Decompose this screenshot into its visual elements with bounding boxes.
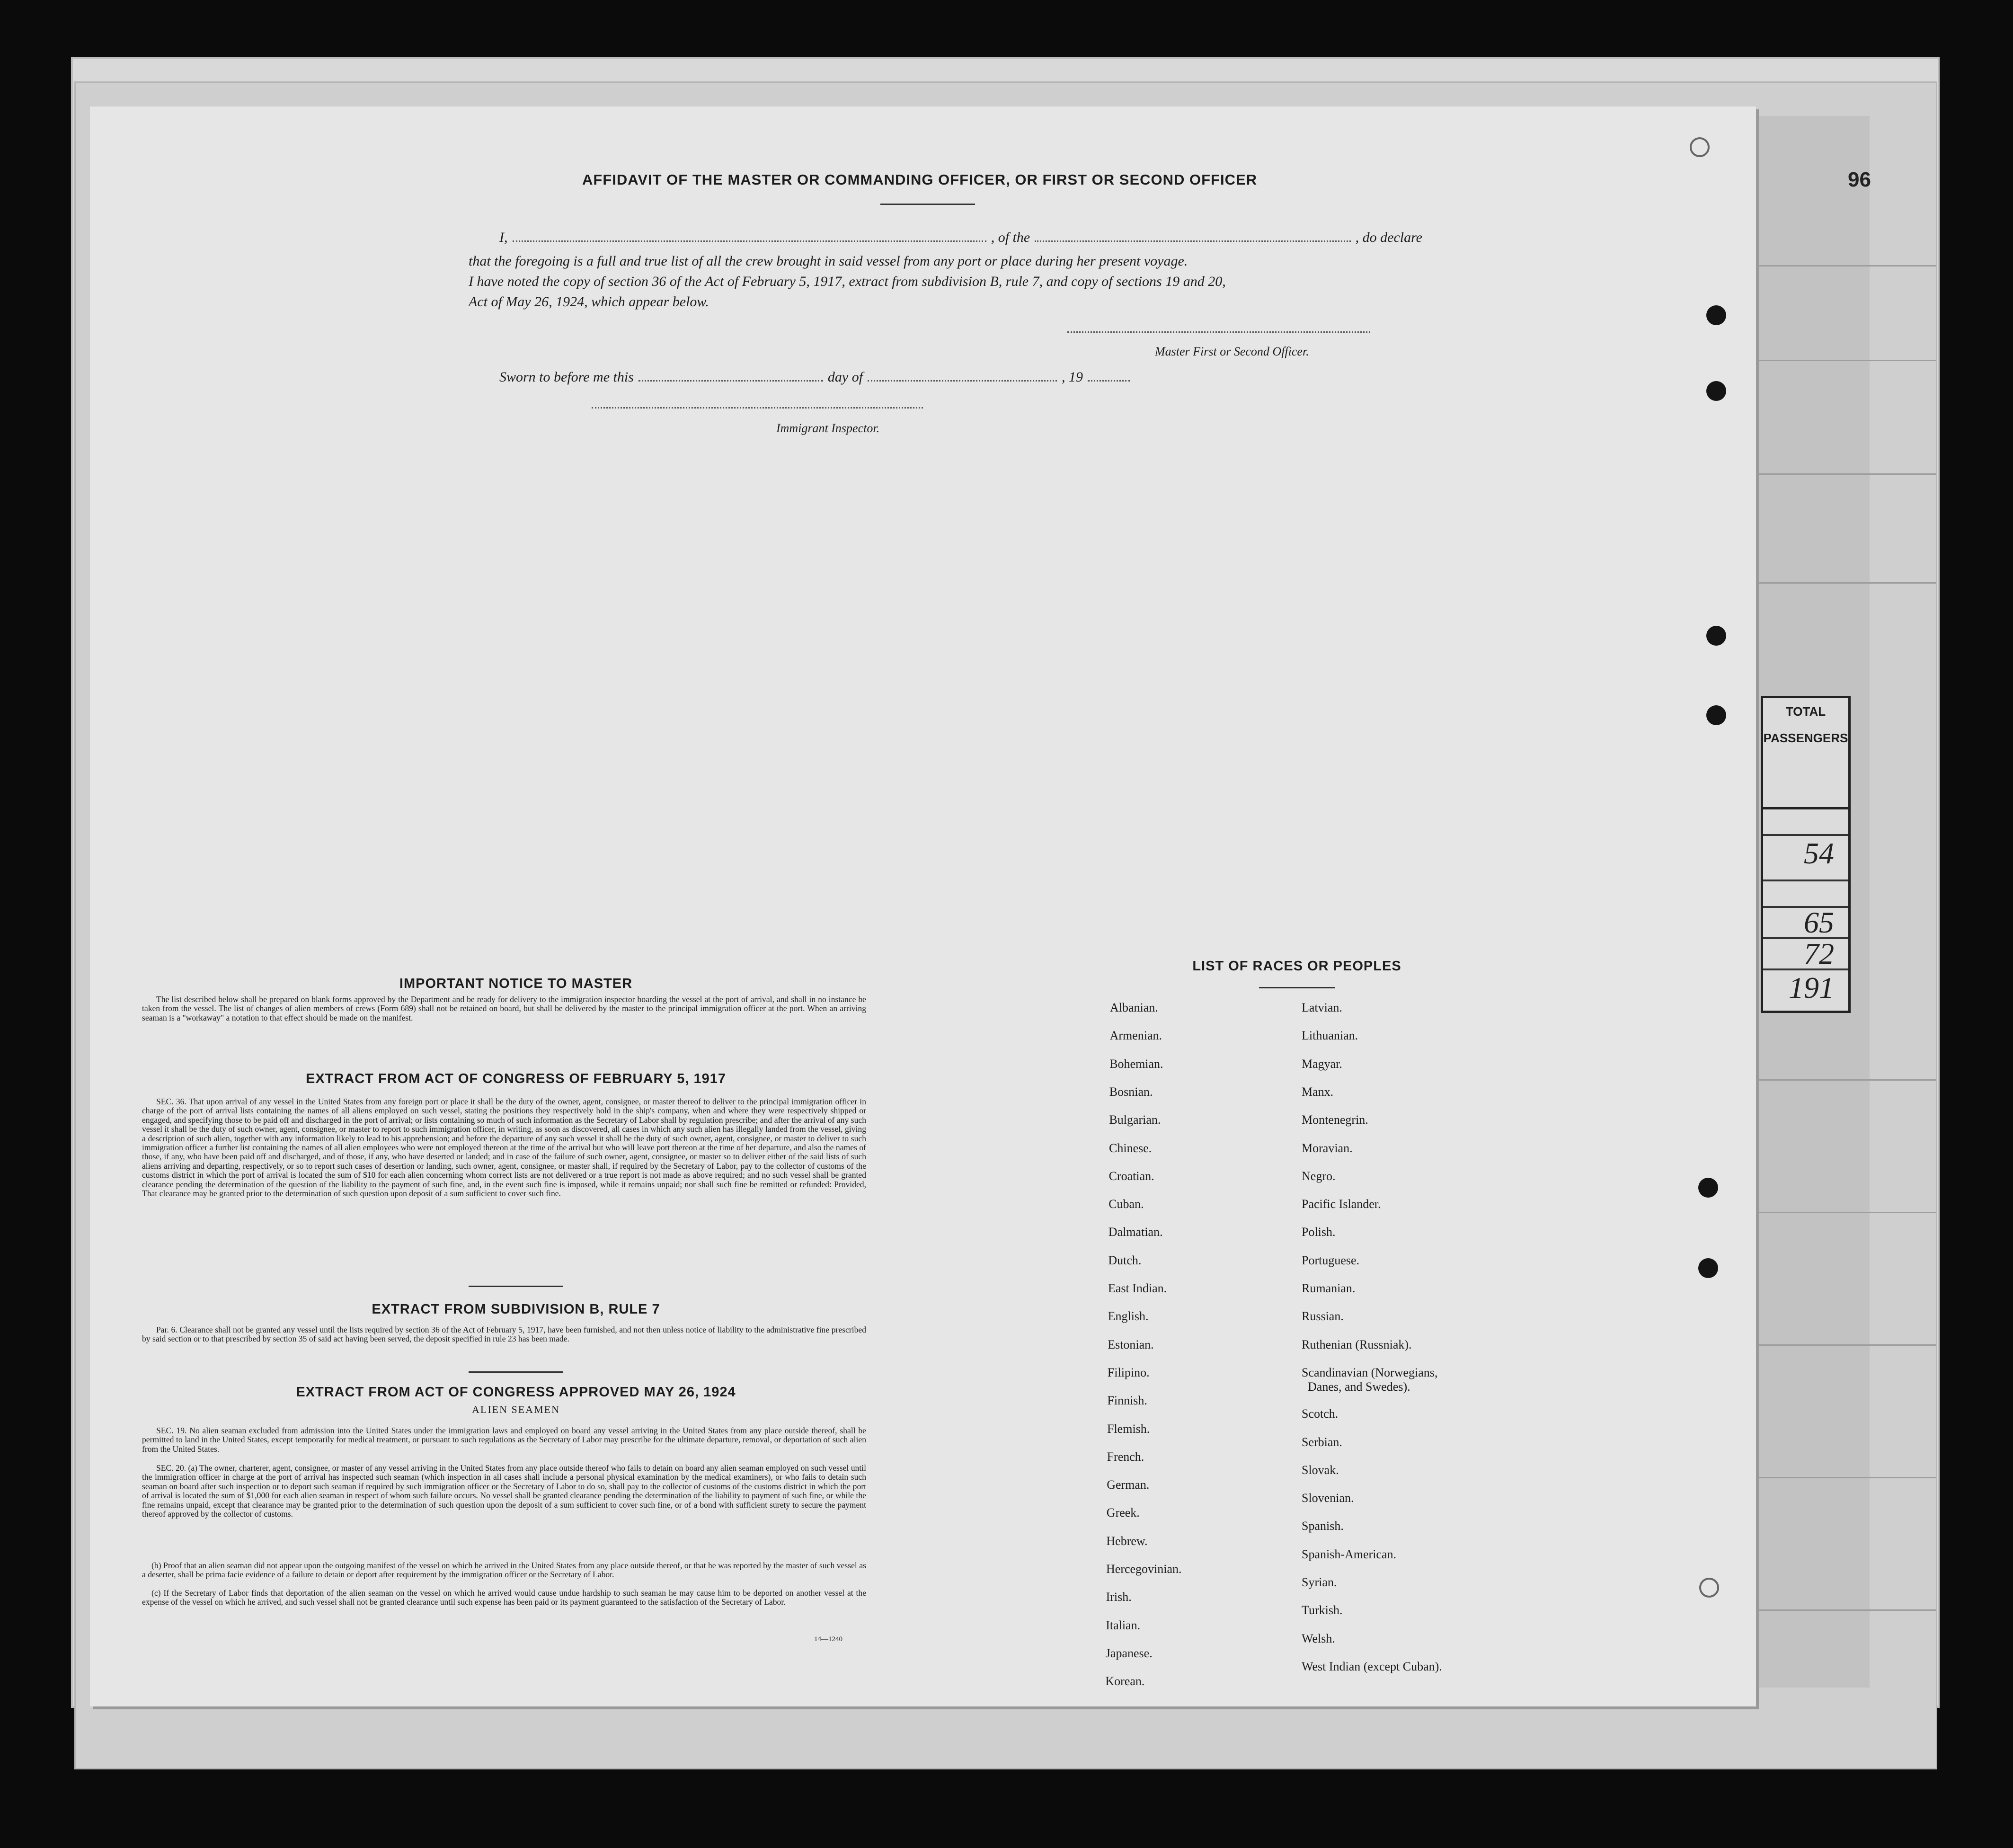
race-item: Chinese. [1109, 1141, 1152, 1155]
race-item: Flemish. [1107, 1422, 1150, 1436]
race-item: Filipino. [1107, 1365, 1150, 1379]
race-item: Japanese. [1105, 1646, 1153, 1660]
rule-7-heading: EXTRACT FROM SUBDIVISION B, RULE 7 [372, 1302, 660, 1317]
race-item: Bulgarian. [1109, 1113, 1161, 1127]
race-item: Italian. [1106, 1618, 1141, 1632]
race-item: Negro. [1302, 1169, 1336, 1183]
passenger-count: 191 [1789, 971, 1834, 1004]
race-item: Turkish. [1302, 1603, 1343, 1617]
race-item: Slovenian. [1302, 1491, 1354, 1505]
race-item: Hercegovinian. [1106, 1562, 1182, 1576]
affidavit-declaration: that the foregoing is a full and true list of all the crew brought in said vessel from any port or place during her present voyage. I have noted the copy of section 36 of the Act of February 5, 1917, extract from subdivision B, rule 7, and copy of sections 19 and 20, Act of May 26, 1924, which appear below. [469, 253, 1226, 310]
race-item: Dalmatian. [1108, 1225, 1163, 1239]
race-item: Latvian. [1302, 1001, 1342, 1014]
section-20a-text: SEC. 20. (a) The owner, charterer, agent, consignee, or master of any vessel arriving in the United States from any place outside thereof who fails to detain on board any alien seaman employed on such vessel until the immigration officer in charge at the port of arrival has inspected such seaman (which inspection in all cases shall include a personal physical examination by the medical examiners), or who fails to detain such seaman on board after such inspection or to deport such seaman if required by such immigration officer or the Secretary of Labor to do so, shall pay to the collector of customs of the customs district in which the port of arrival is located the sum of $1,000 for each alien seaman in respect of whom such failure occurs. No vessel shall be granted clearance pending the determination of the liability to payment of such fine, or while the fine remains unpaid, except that clearance may be granted prior to the determination of such question upon the deposit of a sum sufficient to cover such fine, or of a bond with sufficient surety to secure the payment thereof approved by the collector of customs. [142, 1463, 866, 1519]
section-20b-text: (b) Proof that an alien seaman did not appear upon the outgoing manifest of the vessel on which he arrived in the United States from any place outside thereof, or that he was reported by the master of such vessel as a deserter, shall be prima facie evidence of a failure to detain or deport after requirement by the immigration officer or the Secretary of Labor. [142, 1561, 866, 1580]
race-item: Slovak. [1302, 1463, 1339, 1477]
inspector-signature-blank[interactable] [592, 407, 923, 409]
race-item: Welsh. [1302, 1631, 1335, 1645]
section-20c-text: (c) If the Secretary of Labor finds that deportation of the alien seaman on the vessel on which he arrived would cause undue hardship to such seaman he may cause him to be deported on another vessel at the expense of the vessel on which he arrived, and such vessel shall not be granted clearance until such expense has been paid or its payment guaranteed to the satisfaction of the Secretary of Labor. [142, 1588, 866, 1607]
race-item: Croatian. [1108, 1169, 1154, 1183]
section-19-text: SEC. 19. No alien seaman excluded from admission into the United States under the immigration laws and employed on board any vessel arriving in the United States from any place outside thereof, shall be permitted to land in the United States, except temporarily for medical treatment, or pursuant to such regulations as the Secretary of Labor may prescribe for the ultimate departure, removal, or deportation of such alien from the United States. [142, 1426, 866, 1454]
race-item: East Indian. [1108, 1281, 1167, 1295]
alien-seamen-subheading: ALIEN SEAMEN [472, 1404, 560, 1415]
sworn-year-blank[interactable] [1088, 370, 1130, 382]
passenger-count: 72 [1763, 939, 1848, 970]
passenger-count: 54 [1763, 836, 1848, 881]
race-item: Bohemian. [1109, 1057, 1163, 1071]
master-signature-label: Master First or Second Officer. [1155, 345, 1309, 358]
sworn-month-blank[interactable] [868, 370, 1057, 382]
race-item: Ruthenian (Russniak). [1302, 1337, 1412, 1351]
race-item: Polish. [1302, 1225, 1336, 1239]
race-item: West Indian (except Cuban). [1302, 1659, 1442, 1673]
notice-heading: IMPORTANT NOTICE TO MASTER [399, 976, 633, 991]
race-item: Finnish. [1107, 1394, 1147, 1408]
race-item: English. [1108, 1309, 1149, 1324]
race-item: Greek. [1106, 1506, 1140, 1520]
race-item: Scandinavian (Norwegians, Danes, and Swedes). [1302, 1365, 1438, 1394]
binder-hole [1706, 381, 1726, 401]
race-item: Cuban. [1108, 1197, 1144, 1211]
race-item: Magyar. [1302, 1057, 1342, 1071]
race-item: Albanian. [1110, 1001, 1158, 1014]
affidavit-title: AFFIDAVIT OF THE MASTER OR COMMANDING OFFICER, OR FIRST OR SECOND OFFICER [582, 171, 1258, 188]
race-item: Irish. [1106, 1590, 1132, 1604]
race-item: Manx. [1302, 1084, 1334, 1099]
binder-hole [1699, 1578, 1719, 1598]
race-item: Moravian. [1302, 1141, 1353, 1155]
race-item: Portuguese. [1302, 1253, 1360, 1267]
race-item: Lithuanian. [1302, 1029, 1358, 1043]
race-item: Montenegrin. [1302, 1113, 1368, 1127]
race-item: Dutch. [1108, 1253, 1142, 1267]
binder-hole [1706, 626, 1726, 646]
race-item: French. [1107, 1449, 1144, 1464]
races-list-title: LIST OF RACES OR PEOPLES [1192, 959, 1401, 974]
binder-hole [1690, 137, 1710, 157]
sheet-number: 96 [1848, 168, 1871, 191]
total-passengers-box [1761, 696, 1851, 1013]
race-item: Armenian. [1109, 1029, 1162, 1043]
race-item: Spanish. [1302, 1519, 1344, 1533]
binder-hole [1698, 1258, 1718, 1278]
binder-hole [1706, 305, 1726, 325]
binder-hole [1698, 1178, 1718, 1198]
race-item: Estonian. [1108, 1337, 1154, 1351]
extract-1917-text: SEC. 36. That upon arrival of any vessel in the United States from any foreign port or place it shall be the duty of the owner, agent, consignee, or master thereof to deliver to the principal immigration officer in charge of the port of arrival lists containing the names of all aliens employed on such vessel, stating the positions they respectively hold in the ship's company, when and where they were respectively shipped or engaged, and specifying those to be paid off and discharged in the port of arrival; or lists containing so much of such information as the Secretary of Labor shall by regulation prescribe; and after the arrival of any such vessel it shall be the duty of such owner, agent, consignee, or master to report to such immigration officer, in writing, as soon as discovered, all cases in which any such alien has illegally landed from the vessel, giving a description of such alien, together with any information likely to lead to his apprehension; and before the departure of any such vessel it shall be the duty of such owner, agent, consignee, or master to deliver to such immigration officer a further list containing the names of all alien employees who were not employed thereon at the time of the arrival but who will leave port thereon at the time of her departure, and also the names of those, if any, who have been paid off and discharged, and of those, if any, who have deserted or landed; and in case of the failure of such owner, agent, consignee, or master so to deliver either of the said lists of such aliens arriving and departing, respectively, or so to report such cases of desertion or landing, such owner, agent, consignee, or master shall, if required by the Secretary of Labor, pay to the collector of customs of the customs district in which the port of arrival is located the sum of $10 for each alien concerning whom correct lists are not delivered or a true report is not made as above required; and no such vessel shall be granted clearance pending the determination of the question of the liability to the payment of such fine, and, in the event such fine is imposed, while it remains unpaid; nor shall such fine be remitted or refunded: Provided, That clearance may be granted prior to the determination of such question upon deposit of a sum sufficient to cover such fine. [142, 1097, 866, 1199]
extract-1917-heading: EXTRACT FROM ACT OF CONGRESS OF FEBRUARY 5, 1917 [305, 1071, 727, 1086]
declarant-line: I, , of the , do declare [499, 230, 1422, 245]
vessel-name-blank[interactable] [1035, 230, 1350, 242]
sworn-line: Sworn to before me this day of , 19 [499, 369, 1135, 385]
race-item: Hebrew. [1106, 1534, 1148, 1548]
race-item: Pacific Islander. [1302, 1197, 1381, 1211]
inspector-signature-label: Immigrant Inspector. [776, 421, 880, 435]
rule-7-text: Par. 6. Clearance shall not be granted any vessel until the lists required by section 36 of the Act of February 5, 1917, have been furnished, and not then unless notice of liability to the administrative fine prescribed by said section or to that prescribed by section 35 of said act having been served, the deposit specified in rule 23 has been made. [142, 1325, 866, 1344]
passenger-count: 65 [1763, 908, 1848, 939]
master-signature-blank[interactable] [1067, 331, 1370, 333]
race-item: Bosnian. [1109, 1084, 1153, 1099]
race-item: Spanish-American. [1302, 1547, 1397, 1561]
extract-1924-heading: EXTRACT FROM ACT OF CONGRESS APPROVED MAY 26, 1924 [296, 1385, 736, 1400]
form-number: 14—1240 [814, 1635, 842, 1643]
sworn-day-blank[interactable] [638, 370, 823, 382]
race-item: Rumanian. [1302, 1281, 1356, 1295]
race-item: Syrian. [1302, 1575, 1337, 1589]
race-item: Korean. [1105, 1674, 1145, 1688]
race-item: German. [1107, 1478, 1150, 1492]
race-item: Serbian. [1302, 1435, 1342, 1449]
race-item: Russian. [1302, 1309, 1344, 1324]
total-passengers-header: TOTAL PASSENGERS [1763, 698, 1848, 809]
race-item: Scotch. [1302, 1407, 1339, 1421]
notice-text: The list described below shall be prepared on blank forms approved by the Department and be ready for delivery to the immigration inspector boarding the vessel at the port of arrival, and shall in no instance be taken from the vessel. The list of changes of alien members of crews (Form 689) shall not be retained on board, but shall be delivered by the master to the principal immigration officer at the port. When an arriving seaman is a "workaway" a notation to that effect should be made on the manifest. [142, 995, 866, 1022]
binder-hole [1706, 705, 1726, 725]
declarant-name-blank[interactable] [513, 230, 986, 242]
